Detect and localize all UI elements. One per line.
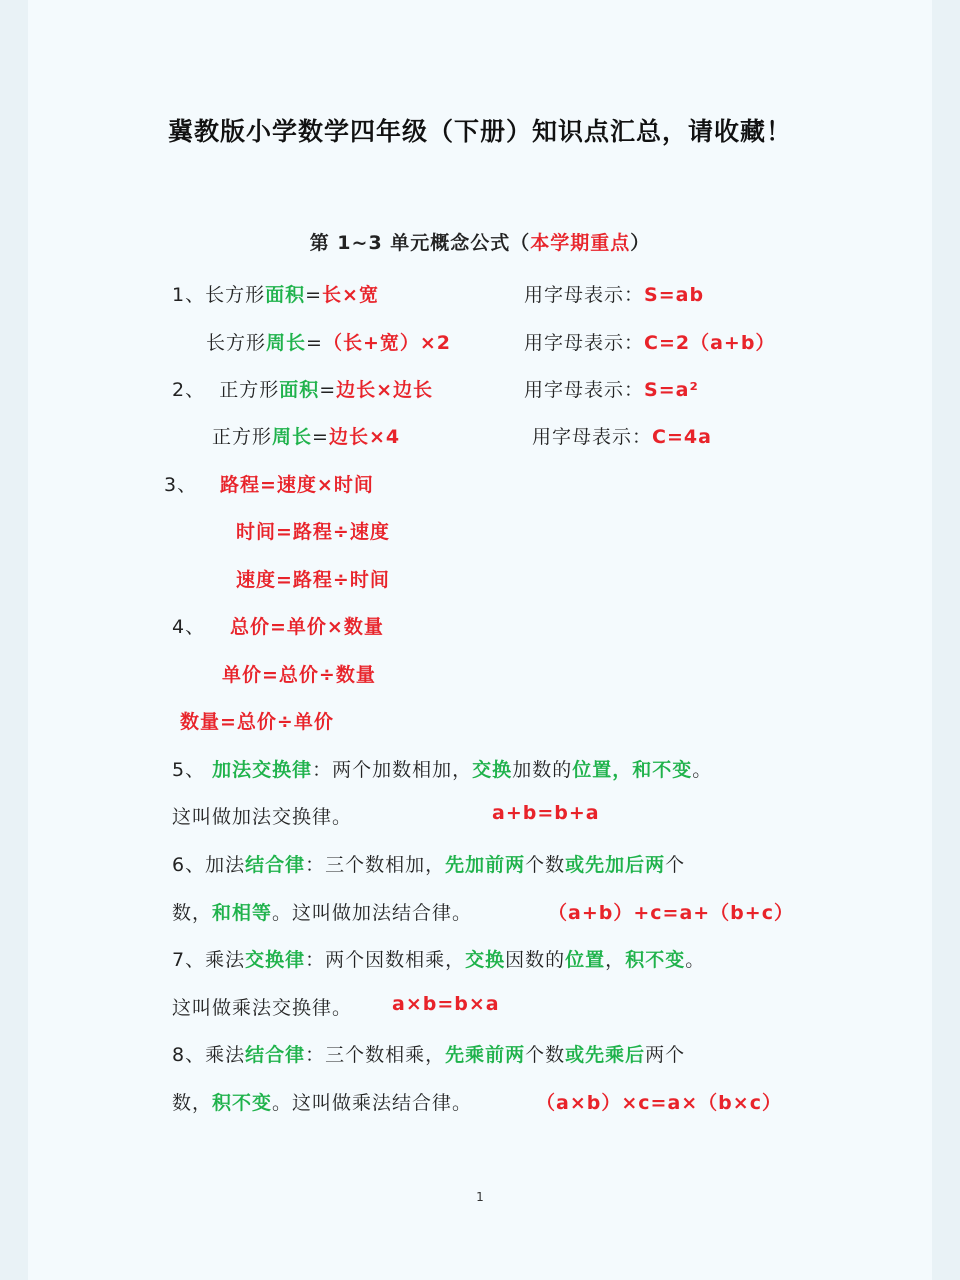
letter-label: 用字母表示： [524, 379, 645, 401]
item-number: 1、 [172, 284, 206, 306]
letter-formula-square-perimeter [532, 422, 712, 449]
law-name: 结合律 [245, 1044, 306, 1066]
formula-rect-area [172, 280, 379, 307]
law-formula: （a×b）×c=a×（b×c） [536, 1092, 782, 1114]
section-heading-suffix: ） [630, 232, 651, 254]
formula-square-area [172, 375, 433, 402]
law-formula: a+b=b+a [492, 802, 600, 824]
letter-formula-rect-area [524, 280, 704, 307]
law-keyword: 位置，和不变 [572, 759, 693, 781]
letter-formula: C=2（a+b） [644, 332, 776, 354]
law-multiplication-commutative-line2 [172, 993, 352, 1020]
law-text: ， [605, 949, 626, 971]
law-text: 数， [172, 902, 213, 924]
formula-square-perimeter [212, 422, 400, 449]
law-keyword: 先乘前两 [445, 1044, 526, 1066]
law-keyword: 积不变 [625, 949, 686, 971]
concept-term: 面积 [279, 379, 320, 401]
law-text: 数， [172, 1092, 213, 1114]
law-text: 。 [685, 949, 706, 971]
law-text: ：三个数相加， [305, 854, 446, 876]
law-keyword: 积不变 [212, 1092, 273, 1114]
law-name: 交换律 [245, 949, 306, 971]
law-keyword: 位置 [565, 949, 606, 971]
shape-name: 长方形 [206, 332, 267, 354]
law-text: 。 [692, 759, 713, 781]
item-number: 4、 [172, 616, 206, 638]
formula-expression: 边长×边长 [336, 379, 434, 401]
law-text: 两个 [645, 1044, 686, 1066]
formula-distance [164, 470, 197, 497]
item-number: 6、加法 [172, 854, 246, 876]
law-keyword: 和相等 [212, 902, 273, 924]
equals-sign: = [312, 426, 329, 448]
law-multiplication-associative-line2 [172, 1088, 472, 1115]
law-name: 结合律 [245, 854, 306, 876]
law-addition-associative [172, 850, 685, 877]
concept-term: 周长 [266, 332, 307, 354]
formula-price-c: 数量=总价÷单价 [180, 711, 334, 733]
law-keyword: 或先加后两 [565, 854, 666, 876]
law-name: 加法交换律 [212, 759, 313, 781]
equals-sign: = [305, 284, 323, 306]
letter-label: 用字母表示： [524, 332, 645, 354]
formula-distance-a: 路程=速度×时间 [220, 474, 374, 496]
shape-name: 长方形 [205, 284, 266, 306]
law-keyword: 或先乘后 [565, 1044, 646, 1066]
item-number: 2、 [172, 379, 206, 401]
law-text: 因数的 [505, 949, 566, 971]
section-heading [0, 228, 960, 255]
item-number: 5、 [172, 759, 206, 781]
concept-term: 周长 [272, 426, 313, 448]
law-formula: （a+b）+c=a+（b+c） [548, 902, 794, 924]
page-number: 1 [476, 1190, 484, 1204]
law-text: 。这叫做乘法结合律。 [272, 1092, 473, 1114]
formula-price [172, 612, 205, 639]
law-keyword: 先加前两 [445, 854, 526, 876]
law-text: ：两个因数相乘， [305, 949, 466, 971]
item-number: 7、乘法 [172, 949, 246, 971]
formula-expression: （长+宽）×2 [322, 332, 452, 354]
section-heading-highlight: 本学期重点 [530, 232, 631, 254]
law-text: 加数的 [512, 759, 573, 781]
law-text: 这叫做乘法交换律。 [172, 997, 353, 1019]
letter-formula: C=4a [652, 426, 712, 448]
law-text: ：两个加数相加， [312, 759, 473, 781]
shape-name: 正方形 [212, 426, 273, 448]
formula-distance-c: 速度=路程÷时间 [236, 569, 390, 591]
formula-distance-b: 时间=路程÷速度 [236, 521, 390, 543]
law-multiplication-associative [172, 1040, 685, 1067]
law-text: 个数 [525, 1044, 566, 1066]
law-text: 个数 [525, 854, 566, 876]
law-addition-associative-line2 [172, 898, 472, 925]
law-text: 个 [665, 854, 686, 876]
law-formula: a×b=b×a [392, 993, 500, 1015]
law-multiplication-commutative [172, 945, 705, 972]
law-keyword: 交换 [465, 949, 506, 971]
document-page [28, 0, 932, 1280]
document-title: 冀教版小学数学四年级（下册）知识点汇总，请收藏！ [167, 117, 792, 146]
equals-sign: = [319, 379, 337, 401]
law-text: 。这叫做加法结合律。 [272, 902, 473, 924]
letter-formula: S=a² [644, 379, 699, 401]
formula-price-a: 总价=单价×数量 [230, 616, 384, 638]
section-heading-text: 第 1~3 单元概念公式（ [309, 232, 531, 254]
law-addition-commutative [172, 755, 712, 782]
formula-expression: 边长×4 [328, 426, 401, 448]
shape-name: 正方形 [219, 379, 280, 401]
letter-formula: S=ab [644, 284, 705, 306]
letter-formula-rect-perimeter [524, 328, 775, 355]
law-addition-commutative-line2 [172, 802, 352, 829]
item-number: 8、乘法 [172, 1044, 246, 1066]
law-text: ：三个数相乘， [305, 1044, 446, 1066]
law-text: 这叫做加法交换律。 [172, 806, 353, 828]
concept-term: 面积 [265, 284, 306, 306]
law-keyword: 交换 [472, 759, 513, 781]
formula-price-b: 单价=总价÷数量 [222, 664, 376, 686]
item-number: 3、 [164, 474, 198, 496]
formula-rect-perimeter [206, 328, 451, 355]
letter-formula-square-area [524, 375, 699, 402]
equals-sign: = [306, 332, 323, 354]
letter-label: 用字母表示： [524, 284, 645, 306]
letter-label: 用字母表示： [532, 426, 653, 448]
formula-expression: 长×宽 [322, 284, 379, 306]
